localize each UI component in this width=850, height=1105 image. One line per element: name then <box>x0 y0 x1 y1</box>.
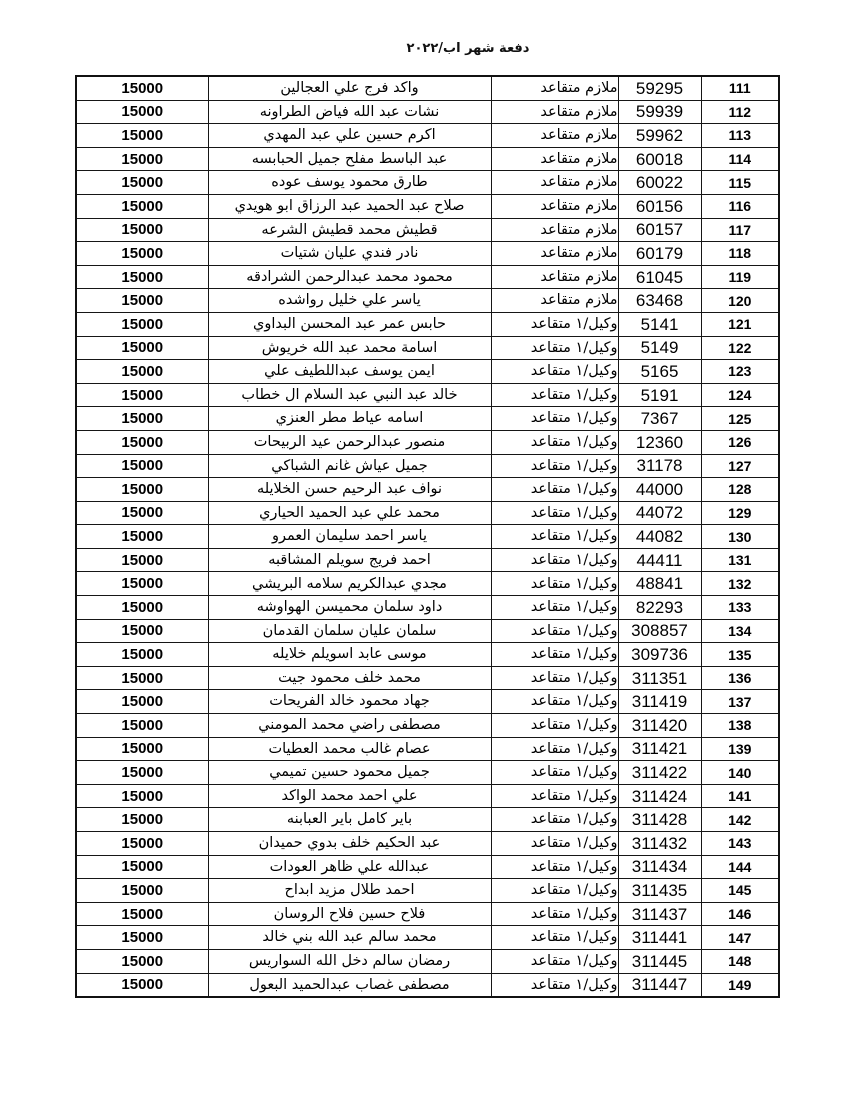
amount-cell: 15000 <box>76 714 208 738</box>
row-number-cell: 112 <box>701 100 779 124</box>
rank-cell: وكيل/١ متقاعد <box>491 619 618 643</box>
name-cell: مجدي عبدالكريم سلامه البريشي <box>208 572 491 596</box>
table-row <box>76 525 779 549</box>
table-row <box>76 100 779 124</box>
row-number-cell: 139 <box>701 737 779 761</box>
amount-cell: 15000 <box>76 407 208 431</box>
row-number-cell: 132 <box>701 572 779 596</box>
id-number-cell: 59962 <box>618 124 701 148</box>
id-number-cell: 12360 <box>618 430 701 454</box>
name-cell: محمد علي عبد الحميد الحياري <box>208 501 491 525</box>
rank-cell: وكيل/١ متقاعد <box>491 737 618 761</box>
id-number-cell: 311437 <box>618 902 701 926</box>
name-cell: عبد الباسط مفلح جميل الحبابسه <box>208 147 491 171</box>
name-cell: عبد الحكيم خلف بدوي حميدان <box>208 832 491 856</box>
amount-cell: 15000 <box>76 218 208 242</box>
amount-cell: 15000 <box>76 430 208 454</box>
amount-cell: 15000 <box>76 383 208 407</box>
row-number-cell: 142 <box>701 808 779 832</box>
table-row <box>76 784 779 808</box>
pension-table-body <box>76 76 779 997</box>
id-number-cell: 311351 <box>618 666 701 690</box>
id-number-cell: 48841 <box>618 572 701 596</box>
id-number-cell: 311422 <box>618 761 701 785</box>
rank-cell: ملازم متقاعد <box>491 147 618 171</box>
id-number-cell: 311445 <box>618 949 701 973</box>
pension-table <box>75 75 780 998</box>
id-number-cell: 311441 <box>618 926 701 950</box>
name-cell: داود سلمان محميسن الهواوشه <box>208 596 491 620</box>
table-row <box>76 194 779 218</box>
rank-cell: ملازم متقاعد <box>491 242 618 266</box>
name-cell: محمد خلف محمود جيت <box>208 666 491 690</box>
name-cell: محمود محمد عبدالرحمن الشرادقه <box>208 265 491 289</box>
table-row <box>76 242 779 266</box>
name-cell: ياسر علي خليل رواشده <box>208 289 491 313</box>
rank-cell: وكيل/١ متقاعد <box>491 360 618 384</box>
name-cell: مصطفى غصاب عبدالحميد البعول <box>208 973 491 997</box>
rank-cell: وكيل/١ متقاعد <box>491 312 618 336</box>
name-cell: ياسر احمد سليمان العمرو <box>208 525 491 549</box>
table-row <box>76 548 779 572</box>
amount-cell: 15000 <box>76 100 208 124</box>
table-row <box>76 737 779 761</box>
amount-cell: 15000 <box>76 360 208 384</box>
table-row <box>76 501 779 525</box>
id-number-cell: 61045 <box>618 265 701 289</box>
row-number-cell: 149 <box>701 973 779 997</box>
rank-cell: وكيل/١ متقاعد <box>491 407 618 431</box>
amount-cell: 15000 <box>76 525 208 549</box>
table-row <box>76 596 779 620</box>
amount-cell: 15000 <box>76 902 208 926</box>
id-number-cell: 5141 <box>618 312 701 336</box>
rank-cell: وكيل/١ متقاعد <box>491 879 618 903</box>
amount-cell: 15000 <box>76 501 208 525</box>
row-number-cell: 114 <box>701 147 779 171</box>
amount-cell: 15000 <box>76 808 208 832</box>
table-row <box>76 926 779 950</box>
id-number-cell: 311419 <box>618 690 701 714</box>
row-number-cell: 143 <box>701 832 779 856</box>
name-cell: واكد فرج علي العجالين <box>208 76 491 100</box>
id-number-cell: 60179 <box>618 242 701 266</box>
amount-cell: 15000 <box>76 855 208 879</box>
row-number-cell: 147 <box>701 926 779 950</box>
rank-cell: وكيل/١ متقاعد <box>491 784 618 808</box>
rank-cell: وكيل/١ متقاعد <box>491 973 618 997</box>
rank-cell: ملازم متقاعد <box>491 265 618 289</box>
table-row <box>76 855 779 879</box>
id-number-cell: 311424 <box>618 784 701 808</box>
rank-cell: ملازم متقاعد <box>491 289 618 313</box>
table-row <box>76 218 779 242</box>
amount-cell: 15000 <box>76 124 208 148</box>
amount-cell: 15000 <box>76 312 208 336</box>
name-cell: رمضان سالم دخل الله السواريس <box>208 949 491 973</box>
rank-cell: ملازم متقاعد <box>491 76 618 100</box>
id-number-cell: 5165 <box>618 360 701 384</box>
id-number-cell: 60022 <box>618 171 701 195</box>
row-number-cell: 117 <box>701 218 779 242</box>
name-cell: فلاح حسين فلاح الروسان <box>208 902 491 926</box>
amount-cell: 15000 <box>76 973 208 997</box>
rank-cell: وكيل/١ متقاعد <box>491 666 618 690</box>
id-number-cell: 60018 <box>618 147 701 171</box>
row-number-cell: 146 <box>701 902 779 926</box>
row-number-cell: 131 <box>701 548 779 572</box>
amount-cell: 15000 <box>76 454 208 478</box>
id-number-cell: 5191 <box>618 383 701 407</box>
amount-cell: 15000 <box>76 643 208 667</box>
table-row <box>76 336 779 360</box>
rank-cell: وكيل/١ متقاعد <box>491 855 618 879</box>
id-number-cell: 31178 <box>618 454 701 478</box>
amount-cell: 15000 <box>76 737 208 761</box>
table-row <box>76 761 779 785</box>
row-number-cell: 148 <box>701 949 779 973</box>
table-row <box>76 124 779 148</box>
name-cell: اسامه عياط مطر العنزي <box>208 407 491 431</box>
amount-cell: 15000 <box>76 171 208 195</box>
table-row <box>76 383 779 407</box>
name-cell: منصور عبدالرحمن عيد الربيحات <box>208 430 491 454</box>
row-number-cell: 134 <box>701 619 779 643</box>
rank-cell: وكيل/١ متقاعد <box>491 832 618 856</box>
row-number-cell: 136 <box>701 666 779 690</box>
rank-cell: وكيل/١ متقاعد <box>491 761 618 785</box>
id-number-cell: 44082 <box>618 525 701 549</box>
name-cell: عبدالله علي ظاهر العودات <box>208 855 491 879</box>
id-number-cell: 311428 <box>618 808 701 832</box>
name-cell: ايمن يوسف عبداللطيف علي <box>208 360 491 384</box>
amount-cell: 15000 <box>76 926 208 950</box>
table-row <box>76 832 779 856</box>
row-number-cell: 141 <box>701 784 779 808</box>
rank-cell: ملازم متقاعد <box>491 194 618 218</box>
id-number-cell: 311435 <box>618 879 701 903</box>
amount-cell: 15000 <box>76 76 208 100</box>
rank-cell: وكيل/١ متقاعد <box>491 643 618 667</box>
rank-cell: وكيل/١ متقاعد <box>491 949 618 973</box>
row-number-cell: 123 <box>701 360 779 384</box>
table-row <box>76 312 779 336</box>
amount-cell: 15000 <box>76 147 208 171</box>
name-cell: اسامة محمد عبد الله خريوش <box>208 336 491 360</box>
row-number-cell: 119 <box>701 265 779 289</box>
rank-cell: وكيل/١ متقاعد <box>491 336 618 360</box>
id-number-cell: 60156 <box>618 194 701 218</box>
table-row <box>76 147 779 171</box>
name-cell: طارق محمود يوسف عوده <box>208 171 491 195</box>
amount-cell: 15000 <box>76 619 208 643</box>
name-cell: جميل عياش غانم الشباكي <box>208 454 491 478</box>
rank-cell: وكيل/١ متقاعد <box>491 501 618 525</box>
table-row <box>76 973 779 997</box>
amount-cell: 15000 <box>76 336 208 360</box>
row-number-cell: 135 <box>701 643 779 667</box>
row-number-cell: 127 <box>701 454 779 478</box>
id-number-cell: 311420 <box>618 714 701 738</box>
amount-cell: 15000 <box>76 666 208 690</box>
row-number-cell: 138 <box>701 714 779 738</box>
row-number-cell: 116 <box>701 194 779 218</box>
row-number-cell: 145 <box>701 879 779 903</box>
id-number-cell: 311447 <box>618 973 701 997</box>
amount-cell: 15000 <box>76 572 208 596</box>
row-number-cell: 111 <box>701 76 779 100</box>
id-number-cell: 59295 <box>618 76 701 100</box>
rank-cell: ملازم متقاعد <box>491 100 618 124</box>
rank-cell: وكيل/١ متقاعد <box>491 572 618 596</box>
table-row <box>76 430 779 454</box>
amount-cell: 15000 <box>76 194 208 218</box>
amount-cell: 15000 <box>76 265 208 289</box>
id-number-cell: 311421 <box>618 737 701 761</box>
id-number-cell: 44072 <box>618 501 701 525</box>
row-number-cell: 140 <box>701 761 779 785</box>
amount-cell: 15000 <box>76 548 208 572</box>
name-cell: قطيش محمد قطيش الشرعه <box>208 218 491 242</box>
name-cell: محمد سالم عبد الله بني خالد <box>208 926 491 950</box>
rank-cell: وكيل/١ متقاعد <box>491 714 618 738</box>
table-row <box>76 478 779 502</box>
rank-cell: وكيل/١ متقاعد <box>491 454 618 478</box>
row-number-cell: 133 <box>701 596 779 620</box>
name-cell: باير كامل باير العبابنه <box>208 808 491 832</box>
rank-cell: وكيل/١ متقاعد <box>491 808 618 832</box>
name-cell: احمد طلال مزيد ابداح <box>208 879 491 903</box>
row-number-cell: 126 <box>701 430 779 454</box>
amount-cell: 15000 <box>76 478 208 502</box>
amount-cell: 15000 <box>76 289 208 313</box>
table-row <box>76 879 779 903</box>
rank-cell: وكيل/١ متقاعد <box>491 478 618 502</box>
table-row <box>76 949 779 973</box>
name-cell: موسى عابد اسويلم خلايله <box>208 643 491 667</box>
rank-cell: وكيل/١ متقاعد <box>491 596 618 620</box>
amount-cell: 15000 <box>76 784 208 808</box>
table-row <box>76 666 779 690</box>
name-cell: نشات عبد الله فياض الطراونه <box>208 100 491 124</box>
pension-table-container <box>75 75 778 998</box>
amount-cell: 15000 <box>76 761 208 785</box>
name-cell: سلمان عليان سلمان القدمان <box>208 619 491 643</box>
amount-cell: 15000 <box>76 949 208 973</box>
table-row <box>76 360 779 384</box>
name-cell: نادر فندي عليان شتيات <box>208 242 491 266</box>
rank-cell: وكيل/١ متقاعد <box>491 383 618 407</box>
name-cell: عصام غالب محمد العطيات <box>208 737 491 761</box>
row-number-cell: 124 <box>701 383 779 407</box>
name-cell: احمد فريج سويلم المشاقبه <box>208 548 491 572</box>
name-cell: اكرم حسين علي عبد المهدي <box>208 124 491 148</box>
table-row <box>76 572 779 596</box>
row-number-cell: 118 <box>701 242 779 266</box>
row-number-cell: 121 <box>701 312 779 336</box>
table-row <box>76 902 779 926</box>
amount-cell: 15000 <box>76 690 208 714</box>
rank-cell: ملازم متقاعد <box>491 124 618 148</box>
row-number-cell: 115 <box>701 171 779 195</box>
row-number-cell: 122 <box>701 336 779 360</box>
name-cell: خالد عبد النبي عبد السلام ال خطاب <box>208 383 491 407</box>
id-number-cell: 82293 <box>618 596 701 620</box>
name-cell: علي احمد محمد الواكد <box>208 784 491 808</box>
table-row <box>76 289 779 313</box>
id-number-cell: 5149 <box>618 336 701 360</box>
row-number-cell: 129 <box>701 501 779 525</box>
table-row <box>76 808 779 832</box>
amount-cell: 15000 <box>76 879 208 903</box>
rank-cell: وكيل/١ متقاعد <box>491 690 618 714</box>
name-cell: حابس عمر عبد المحسن البداوي <box>208 312 491 336</box>
name-cell: نواف عبد الرحيم حسن الخلايله <box>208 478 491 502</box>
id-number-cell: 60157 <box>618 218 701 242</box>
id-number-cell: 7367 <box>618 407 701 431</box>
table-row <box>76 714 779 738</box>
name-cell: مصطفى راضي محمد المومني <box>208 714 491 738</box>
table-row <box>76 619 779 643</box>
amount-cell: 15000 <box>76 596 208 620</box>
id-number-cell: 44411 <box>618 548 701 572</box>
row-number-cell: 128 <box>701 478 779 502</box>
table-row <box>76 643 779 667</box>
name-cell: جهاد محمود خالد الفريحات <box>208 690 491 714</box>
rank-cell: وكيل/١ متقاعد <box>491 430 618 454</box>
rank-cell: ملازم متقاعد <box>491 218 618 242</box>
rank-cell: وكيل/١ متقاعد <box>491 902 618 926</box>
table-row <box>76 265 779 289</box>
rank-cell: ملازم متقاعد <box>491 171 618 195</box>
id-number-cell: 59939 <box>618 100 701 124</box>
table-row <box>76 454 779 478</box>
row-number-cell: 120 <box>701 289 779 313</box>
table-row <box>76 690 779 714</box>
id-number-cell: 311434 <box>618 855 701 879</box>
row-number-cell: 113 <box>701 124 779 148</box>
id-number-cell: 309736 <box>618 643 701 667</box>
id-number-cell: 44000 <box>618 478 701 502</box>
table-row <box>76 76 779 100</box>
id-number-cell: 311432 <box>618 832 701 856</box>
name-cell: صلاح عبد الحميد عبد الرزاق ابو هويدي <box>208 194 491 218</box>
amount-cell: 15000 <box>76 832 208 856</box>
row-number-cell: 144 <box>701 855 779 879</box>
name-cell: جميل محمود حسين تميمي <box>208 761 491 785</box>
row-number-cell: 130 <box>701 525 779 549</box>
header-date-label: دفعة شهر اب/٢٠٢٢ <box>406 41 530 56</box>
row-number-cell: 137 <box>701 690 779 714</box>
id-number-cell: 63468 <box>618 289 701 313</box>
rank-cell: وكيل/١ متقاعد <box>491 548 618 572</box>
amount-cell: 15000 <box>76 242 208 266</box>
rank-cell: وكيل/١ متقاعد <box>491 525 618 549</box>
rank-cell: وكيل/١ متقاعد <box>491 926 618 950</box>
table-row <box>76 407 779 431</box>
table-row <box>76 171 779 195</box>
row-number-cell: 125 <box>701 407 779 431</box>
id-number-cell: 308857 <box>618 619 701 643</box>
